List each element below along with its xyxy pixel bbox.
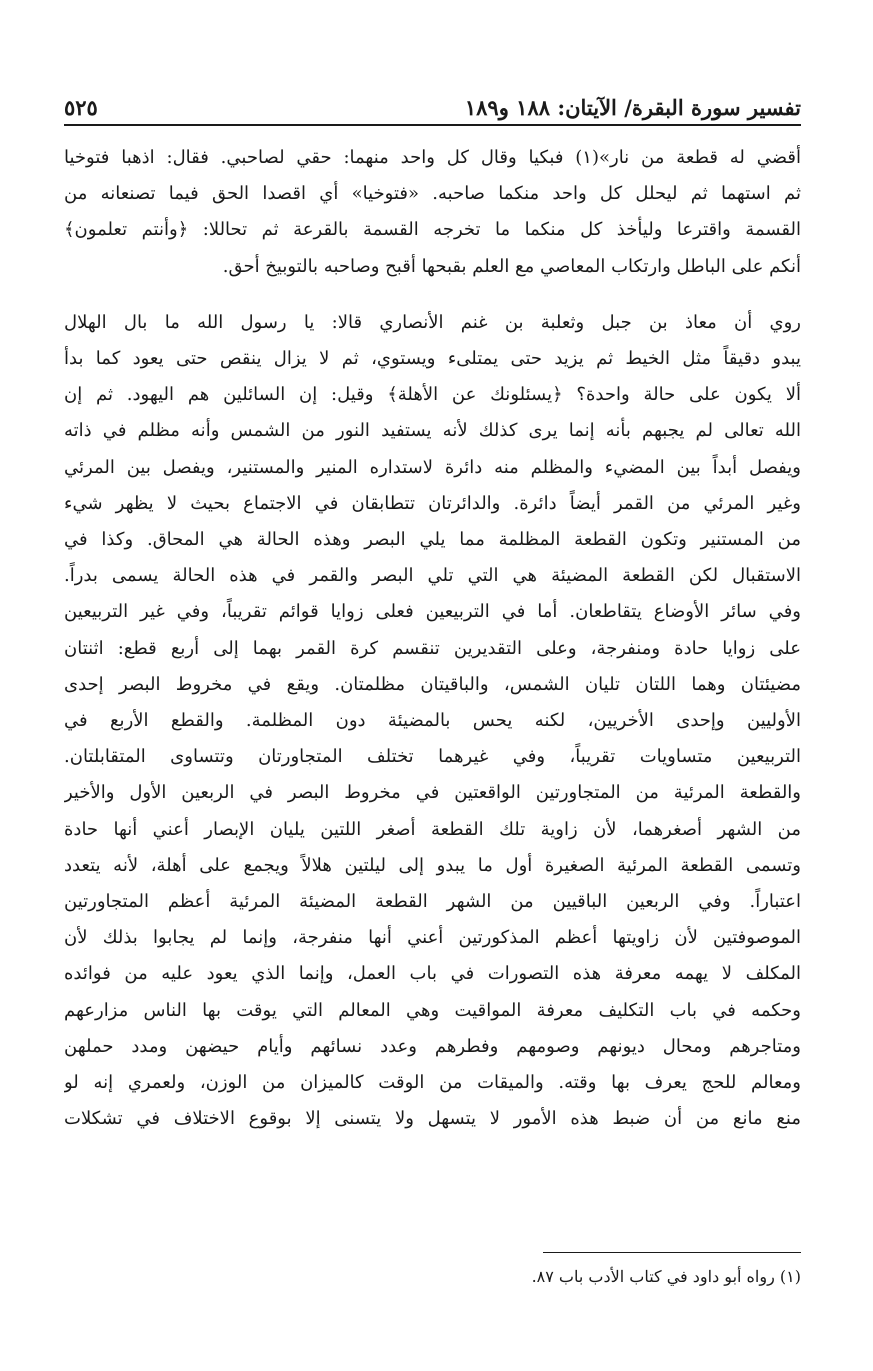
text-line: من المستنير وتكون القطعة المظلمة مما يلي البصر وهذه الحالة هي المحاق. وكذا في xyxy=(64,529,801,551)
footnote-divider xyxy=(543,1252,801,1253)
paragraph-1 xyxy=(64,140,801,285)
text-line: أقضي له قطعة من نار»(١) فبكيا وقال كل واحد منهما: حقي لصاحبي. فقال: اذهبا فتوخيا xyxy=(64,147,801,168)
text-line: الاستقبال لكن القطعة المضيئة هي التي تلي البصر والقمر في هذه الحالة يسمى بدراً. xyxy=(64,565,801,587)
text-line: المكلف لا يهمه معرفة هذه التصورات في باب العمل، وإنما الذي يعود عليه من فوائده xyxy=(64,963,801,985)
text-line: وغير المرئي من القمر أيضاً دائرة. والدائرتان تتطابقان في الاجتماع بحيث لا يظهر شيء xyxy=(64,492,801,514)
text-line: الله تعالى لم يجبهم بأنه إنما يرى كذلك لأنه يستفيد النور من الشمس وأنه مظلم في ذاته xyxy=(64,420,801,442)
text-line: القسمة واقترعا وليأخذ كل منكما ما تخرجه القسمة بالقرعة ثم تحاللا: ﴿وأنتم تعلمون﴾ xyxy=(64,219,801,241)
text-line: وتسمى القطعة المرئية الصغيرة أول ما يبدو إلى ليلتين هلالاً ويجمع على أهلة، لأنه يتعدد xyxy=(64,854,801,876)
text-line: من الشهر أصغرهما، لأن زاوية تلك القطعة أصغر اللتين يليان الإبصار أعني أنها حادة xyxy=(64,818,801,840)
footnote: (١) رواه أبو داود في كتاب الأدب باب ٨٧. xyxy=(531,1267,801,1286)
text-line: الموصوفتين لأن زاويتها أعظم المذكورتين أعني أنها منفرجة، وإنما لم يجابوا بذلك لأن xyxy=(64,927,801,949)
text-line: ومتاجرهم ومحال ديونهم وصومهم وفطرهم وعدد نسائهم وأيام حيضهن ومدد حملهن xyxy=(64,1035,801,1057)
text-line: أنكم على الباطل وارتكاب المعاصي مع العلم بقبحها أقبح وصاحبه بالتوبيخ أحق. xyxy=(222,255,801,277)
text-line: وحكمه في باب التكليف معرفة المواقيت وهي المعالم التي يوقت بها الناس مزارعهم xyxy=(64,999,801,1021)
text-line: روي أن معاذ بن جبل وثعلبة بن غنم الأنصاري قالا: يا رسول الله ما بال الهلال xyxy=(64,311,801,333)
text-line: ومعالم للحج يعرف بها وقته. والميقات من الوقت كالميزان من الوزن، ولعمري إنه لو xyxy=(64,1072,801,1094)
text-line: منع مانع من أن ضبط هذه الأمور لا يتسهل ولا يتسنى إلا بوقوع الاختلاف في تشكلات xyxy=(64,1108,801,1130)
text-line: مضيئتان وهما اللتان تليان الشمس، والباقيتان مظلمتان. ويقع في مخروط البصر إحدى xyxy=(64,673,801,695)
text-line: ثم استهما ثم ليحلل كل واحد منكما صاحبه. «فتوخيا» أي اقصدا الحق فيما تصنعانه من xyxy=(64,183,801,205)
main-text xyxy=(64,140,801,1137)
text-line: وفي سائر الأوضاع يتقاطعان. أما في التربيعين فعلى زوايا قوائم تقريباً، وفي غير التربيعين xyxy=(64,601,801,623)
text-line: التربيعين متساويات تقريباً، وفي غيرهما تختلف المتجاورتان وتتساوى المتقابلتان. xyxy=(64,746,801,768)
text-line: والقطعة المرئية من المتجاورتين الواقعتين في مخروط البصر في الربعين الأول والأخير xyxy=(64,782,801,804)
text-line: ألا يكون على حالة واحدة؟ ﴿يسئلونك عن الأهلة﴾ وقيل: إن السائلين هم اليهود. ثم إن xyxy=(64,384,801,406)
page-number: ٥٢٥ xyxy=(64,95,98,120)
running-title: تفسير سورة البقرة/ الآيتان: ١٨٨ و١٨٩ xyxy=(464,95,801,120)
running-header xyxy=(64,82,801,126)
text-line: يبدو دقيقاً مثل الخيط ثم يزيد حتى يمتلىء ويستوي، ثم لا يزال ينقص حتى يعود كما بدأ xyxy=(64,348,801,370)
text-line: اعتباراً. وفي الربعين الباقيين من الشهر القطعة المضيئة المرئية أعظم المتجاورتين xyxy=(64,891,801,913)
paragraph-2 xyxy=(64,305,801,1138)
text-line: الأوليين وإحدى الأخريين، لكنه يحس بالمضيئة دون المظلمة. والقطع الأربع في xyxy=(64,710,801,732)
text-line: ويفصل أبداً بين المضيء والمظلم منه دائرة لاستداره المنير والمستنير، ويفصل بين المرئي xyxy=(64,456,801,478)
text-line: على زوايا حادة ومنفرجة، وعلى التقديرين تنقسم كرة القمر بهما إلى أربع قطع: اثنتان xyxy=(64,637,801,659)
